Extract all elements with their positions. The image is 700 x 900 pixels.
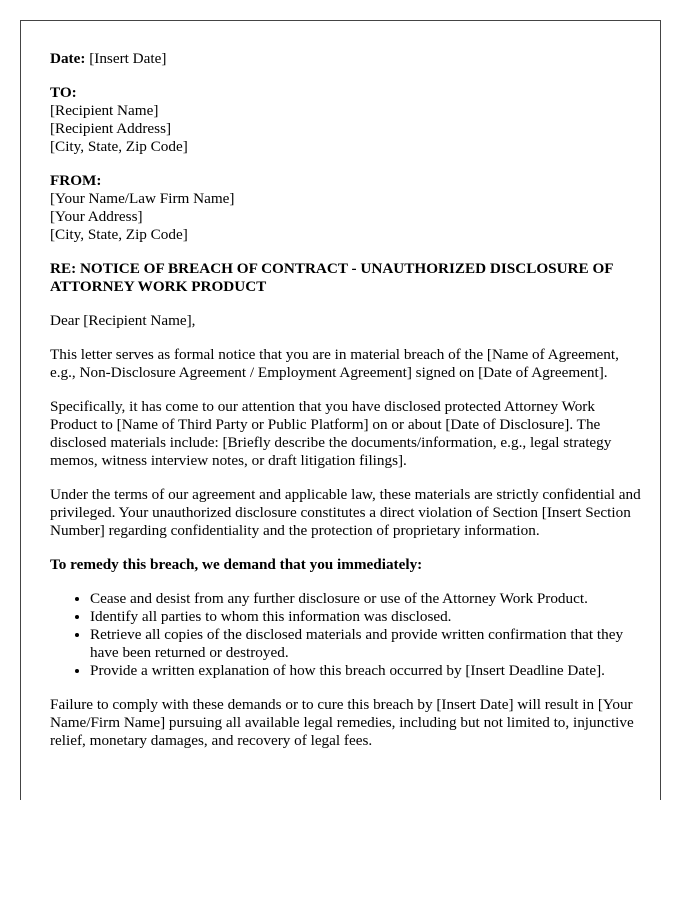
letter-body (50, 50, 642, 766)
letter-page (20, 20, 661, 800)
closing-paragraph: Failure to comply with these demands or to cure this breach by [Insert Date] will result in [Your Name/Firm Name] pursuing all available legal remedies, including but not limited to, injunctive relief, monetary damages, and recovery of legal fees. (50, 696, 634, 749)
demand-item: • Identify all parties to whom this information was disclosed. (90, 608, 642, 626)
demand-item: • Provide a written explanation of how this breach occurred by [Insert Deadline Date]. (90, 662, 642, 680)
demands-heading: To remedy this breach, we demand that you immediately: (50, 556, 423, 573)
notice-paragraph: This letter serves as formal notice that you are in material breach of the [Name of Agreement, e.g., Non-Disclosure Agreement / Employment Agreement] signed on [Date of Agreement]. (50, 346, 619, 381)
disclosure-paragraph: Specifically, it has come to our attention that you have disclosed protected Attorney Work Product to [Name of Third Party or Public Platform] on or about [Date of Disclosure]. The disclosed materials include: [Briefly describe the documents/information, e.g., legal strategy memos, witness interview notes, or draft litigation filings]. (50, 398, 612, 469)
sender-name: [Your Name/Law Firm Name] (50, 190, 235, 207)
demand-item: • Cease and desist from any further disclosure or use of the Attorney Work Product. (90, 590, 642, 608)
subject-line: RE: NOTICE OF BREACH OF CONTRACT - UNAUTHORIZED DISCLOSURE OF ATTORNEY WORK PRODUCT (50, 260, 613, 295)
date-value: [Insert Date] (89, 50, 167, 67)
sender-block (50, 172, 642, 244)
violation-paragraph: Under the terms of our agreement and applicable law, these materials are strictly confidential and privileged. Your unauthorized disclosure constitutes a direct violation of Section [Insert Section Number] regarding confidentiality and the protection of proprietary information. (50, 486, 641, 539)
recipient-block (50, 84, 642, 156)
demands-list (50, 590, 642, 680)
recipient-name: [Recipient Name] (50, 102, 159, 119)
recipient-city-state-zip: [City, State, Zip Code] (50, 138, 188, 155)
demand-item: • Retrieve all copies of the disclosed materials and provide written confirmation that they have been returned or destroyed. (90, 626, 642, 662)
date-label: Date: (50, 50, 86, 67)
recipient-address: [Recipient Address] (50, 120, 172, 137)
to-label: TO: (50, 84, 77, 101)
sender-address: [Your Address] (50, 208, 143, 225)
sender-city-state-zip: [City, State, Zip Code] (50, 226, 188, 243)
date-line (50, 50, 642, 68)
salutation: Dear [Recipient Name], (50, 312, 196, 329)
from-label: FROM: (50, 172, 102, 189)
